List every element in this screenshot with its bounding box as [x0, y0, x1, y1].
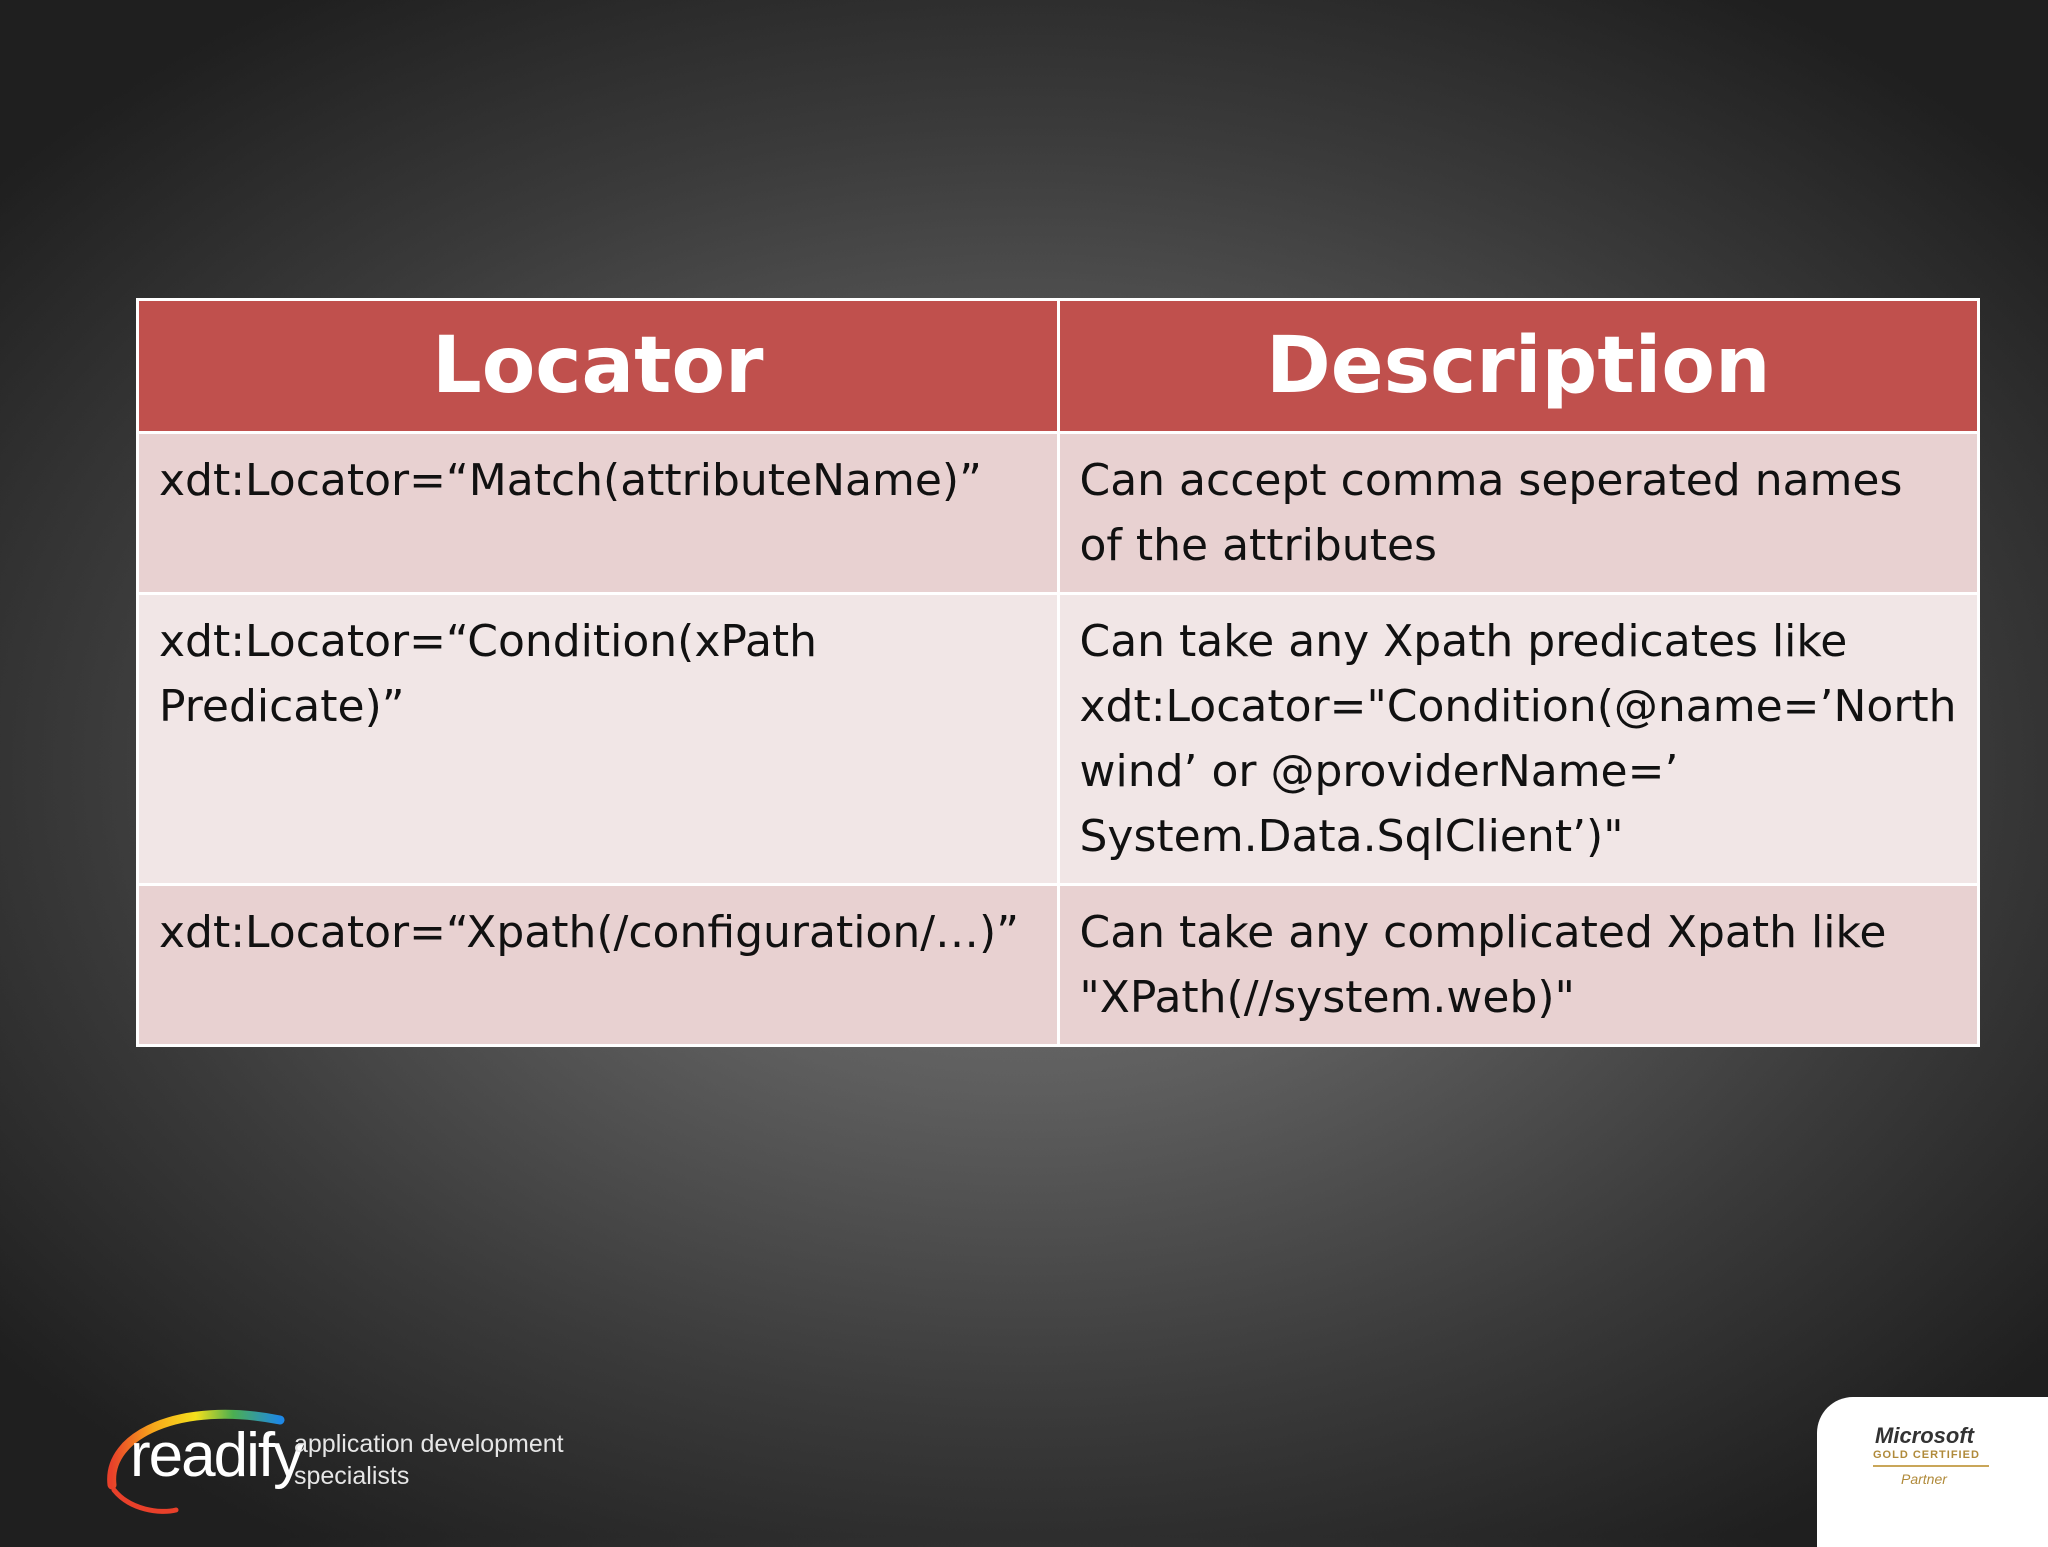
badge-divider [1873, 1465, 1989, 1467]
tagline-line-2: specialists [294, 1462, 410, 1490]
header-description: Description [1058, 300, 1979, 433]
gold-certified-label: GOLD CERTIFIED [1873, 1449, 1980, 1461]
locator-table [136, 298, 1980, 1047]
header-locator: Locator [138, 300, 1059, 433]
readify-tagline [294, 1428, 564, 1492]
description-cell: Can accept comma seperated names of the attributes [1058, 433, 1979, 594]
table-row [138, 594, 1979, 885]
readify-wordmark: readify [130, 1421, 303, 1490]
partner-label: Partner [1901, 1471, 1947, 1487]
microsoft-logo: Microsoft [1875, 1423, 1974, 1448]
description-cell: Can take any complicated Xpath like "XPath(//system.web)" [1058, 885, 1979, 1046]
table-row [138, 433, 1979, 594]
tagline-line-1: application development [294, 1430, 564, 1458]
locator-cell: xdt:Locator=“Xpath(/configuration/…)” [138, 885, 1059, 1046]
locator-cell: xdt:Locator=“Match(attributeName)” [138, 433, 1059, 594]
locator-cell: xdt:Locator=“Condition(xPath Predicate)” [138, 594, 1059, 885]
microsoft-partner-badge [1817, 1397, 2048, 1547]
readify-logo [100, 1390, 620, 1520]
table-header-row [138, 300, 1979, 433]
description-cell: Can take any Xpath predicates like xdt:Locator="Condition(@name=’North wind’ or @providerName=’ System.Data.SqlClient’)" [1058, 594, 1979, 885]
table-row [138, 885, 1979, 1046]
